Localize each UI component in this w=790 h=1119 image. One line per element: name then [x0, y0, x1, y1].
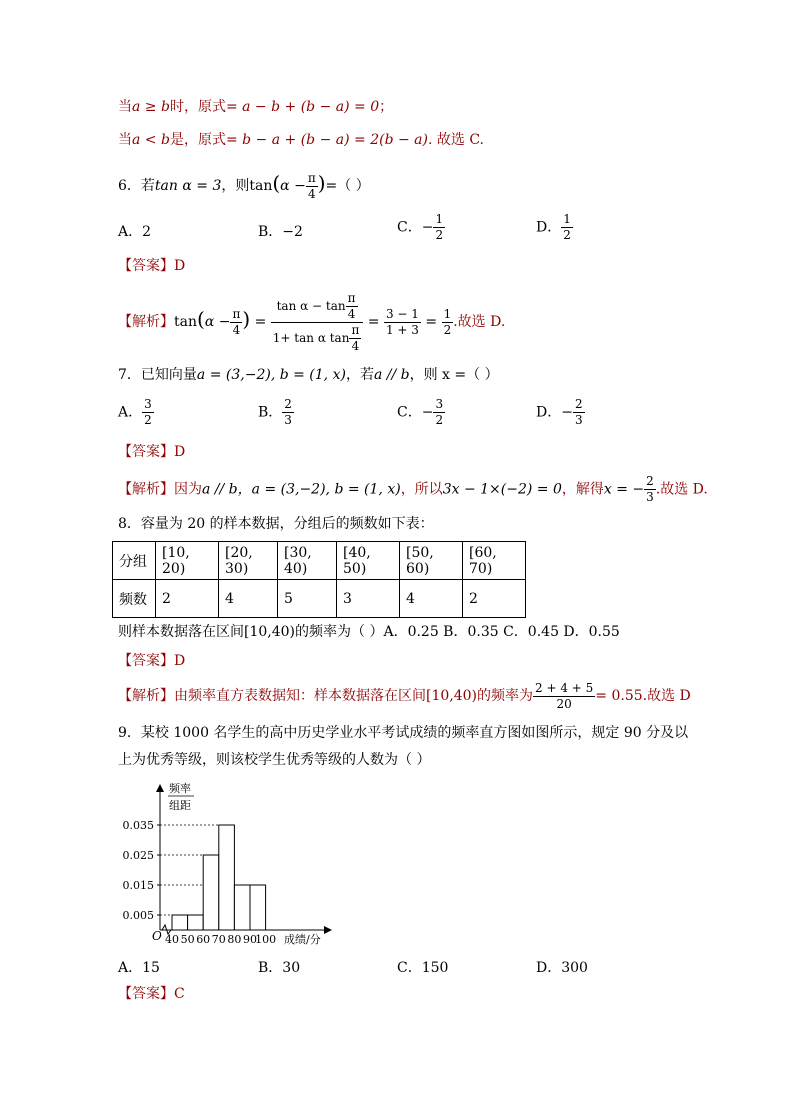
x-tick-label: 60: [196, 933, 211, 946]
histogram-bar: [250, 885, 266, 930]
q6-option-d[interactable]: D． $\frac{1}{2}$: [536, 212, 571, 242]
x-axis-arrow: [324, 926, 332, 934]
frequency-table: [112, 541, 526, 618]
y-axis-arrow: [156, 784, 164, 792]
question-8-stem: 8．容量为 20 的样本数据，分组后的频数如下表：: [118, 516, 434, 532]
intro-line-1: 当a ≥ b时，原式= a − b + (b − a) = 0；: [118, 99, 394, 115]
fraction-pi-over-4: $\frac{\pi}{4}$: [307, 170, 316, 201]
question-9-stem-line-2: 上为优秀等级，则该校学生优秀等级的人数为（ ）: [118, 752, 431, 768]
q6-option-a[interactable]: A．2: [118, 224, 152, 240]
table-cell: [50, 60): [400, 542, 463, 580]
q9-option-d[interactable]: D．300: [536, 960, 588, 976]
q7-analysis: 【解析】因为a // b，a = (3,−2), b = (1, x)，所以3x − 1×(−2) = 0，解得x = − $\frac{2}{3}$ .故选 D.: [118, 474, 708, 504]
x-tick-label: 100: [255, 933, 277, 946]
q7-option-b[interactable]: B． $\frac{2}{3}$: [258, 397, 292, 427]
y-axis-label-bottom: 组距: [169, 799, 191, 812]
table-cell: [60, 70): [463, 542, 526, 580]
table-row: [113, 542, 526, 580]
y-axis-label-top: 频率: [169, 782, 191, 795]
question-6-stem: 6．若tan α = 3，则tan(α − $\frac{\pi}{4}$ )=（ ）: [118, 170, 370, 201]
histogram-bar: [203, 855, 219, 930]
q9-answer: 【答案】C: [118, 986, 185, 1002]
histogram-bars: [172, 825, 266, 930]
table-row: [113, 580, 526, 618]
q6-analysis: 【解析】tan(α − $\frac{\pi}{4}$ ) = tan α − tan $\frac{\pi}{4}$ 1+ tan α tan $\frac{\pi}{4}$ = $\frac{3 - 1}{1 + 3}$ = $\frac{1}{2}$ .故选 D.: [118, 290, 506, 353]
q9-option-c[interactable]: C．150: [397, 960, 449, 976]
question-9-stem-line-1: 9．某校 1000 名学生的高中历史学业水平考试成绩的频率直方图如图所示，规定 90 分及以: [118, 725, 689, 741]
table-cell: 频数: [113, 580, 156, 618]
y-tick-label: 0.035: [122, 819, 154, 832]
q9-option-b[interactable]: B．30: [258, 960, 301, 976]
q7-option-a[interactable]: A． $\frac{3}{2}$: [118, 397, 152, 427]
analysis-main-fraction: tan α − tan $\frac{\pi}{4}$ 1+ tan α tan $\frac{\pi}{4}$: [271, 291, 364, 354]
frequency-histogram: [112, 782, 372, 952]
q7-option-c[interactable]: C．− $\frac{3}{2}$: [397, 397, 444, 427]
q7-option-d[interactable]: D．− $\frac{2}{3}$: [536, 397, 583, 427]
x-tick-label: 80: [227, 933, 242, 946]
histogram-bar: [188, 915, 204, 930]
intro-line-2: 当a < b是，原式= b − a + (b − a) = 2(b − a). 故选 C.: [118, 132, 484, 148]
q9-option-a[interactable]: A．15: [118, 960, 160, 976]
x-axis-label: 成绩/分: [284, 933, 321, 946]
y-tick-label: 0.025: [122, 849, 154, 862]
histogram-bar: [172, 915, 188, 930]
question-7-stem: 7．已知向量a = (3,−2), b = (1, x)，若a // b，则 x =（ ）: [118, 367, 499, 383]
y-tick-label: 0.005: [122, 909, 154, 922]
table-cell: 分组: [113, 542, 156, 580]
table-cell: 4: [400, 580, 463, 618]
q8-answer: 【答案】D: [118, 653, 186, 669]
table-cell: 2: [463, 580, 526, 618]
histogram-bar: [234, 885, 250, 930]
table-cell: 3: [337, 580, 400, 618]
table-cell: 2: [156, 580, 219, 618]
histogram-bar: [219, 825, 235, 930]
table-cell: [30, 40): [278, 542, 337, 580]
origin-label: O: [152, 929, 162, 943]
table-cell: [20, 30): [219, 542, 278, 580]
q7-answer: 【答案】D: [118, 444, 186, 460]
q6-option-c[interactable]: C．− $\frac{1}{2}$: [397, 212, 444, 242]
x-tick-label: 90: [243, 933, 257, 946]
table-cell: 5: [278, 580, 337, 618]
question-8-question: 则样本数据落在区间[10,40)的频率为（ ）A．0.25 B．0.35 C．0.45 D．0.55: [118, 624, 620, 640]
y-tick-label: 0.015: [122, 879, 154, 892]
x-tick-label: 50: [180, 933, 195, 946]
table-cell: [10, 20): [156, 542, 219, 580]
table-cell: [40, 50): [337, 542, 400, 580]
q6-answer: 【答案】D: [118, 258, 186, 274]
q6-option-b[interactable]: B．−2: [258, 224, 303, 240]
x-tick-label: 40: [165, 933, 179, 946]
x-tick-label: 70: [211, 933, 226, 946]
table-cell: 4: [219, 580, 278, 618]
q8-analysis: 【解析】由频率直方表数据知：样本数据落在区间[10,40)的频率为 $\frac{2 + 4 + 5}{20}$ = 0.55.故选 D: [118, 680, 691, 711]
